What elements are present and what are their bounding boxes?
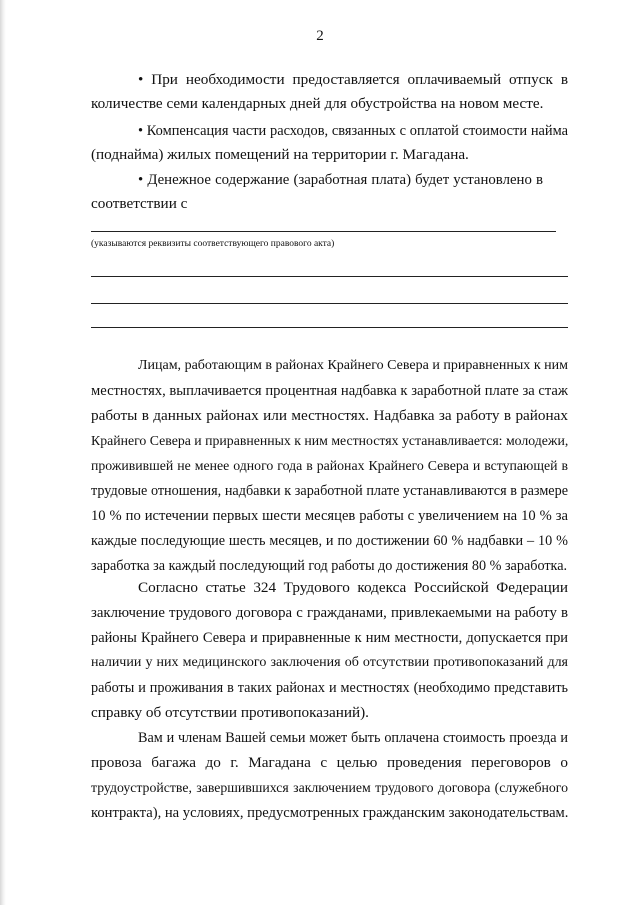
paragraph-travel-compensation-line: провоза багажа до г. Магадана с целью проведения переговоров о — [91, 754, 568, 771]
bullet-housing-line-2: (поднайма) жилых помещений на территории г. Магадана. — [91, 146, 469, 163]
paragraph-labor-code-line: справку об отсутствии противопоказаний). — [91, 704, 369, 721]
blank-fill-line — [91, 303, 568, 304]
bullet-salary-line-1: • Денежное содержание (заработная плата) будет установлено в — [138, 172, 543, 188]
paragraph-northern-allowance-line: трудовые отношения, надбавки к заработной плате устанавливаются в размере — [91, 483, 568, 499]
paragraph-northern-allowance-line: Крайнего Севера и приравненных к ним местностях устанавливается: молодежи, — [91, 433, 569, 448]
legal-act-fill-line — [91, 231, 556, 232]
paragraph-labor-code-line: заключение трудового договора с гражданами, привлекаемыми на работу в — [91, 605, 568, 621]
paragraph-travel-compensation-line: контракта), на условиях, предусмотренных гражданским законодательствам. — [91, 805, 569, 821]
bullet-housing-line-1: • Компенсация части расходов, связанных с оплатой стоимости найма — [138, 123, 568, 139]
page-number: 2 — [316, 28, 324, 44]
scan-edge-shadow — [0, 0, 6, 905]
paragraph-travel-compensation-line: Вам и членам Вашей семьи может быть оплачена стоимость проезда и — [138, 730, 568, 746]
paragraph-labor-code-line: работы и проживания в таких районах и местностях (необходимо представить — [91, 680, 568, 696]
legal-act-caption: (указываются реквизиты соответствующего правового акта) — [91, 239, 335, 249]
paragraph-northern-allowance-line: заработка за каждый последующий год работы до достижения 80 % заработка. — [91, 558, 568, 574]
blank-fill-line — [91, 276, 568, 277]
paragraph-northern-allowance-line: работы в данных районах или местностях. Надбавка за работу в районах — [91, 407, 568, 424]
paragraph-labor-code-line: Согласно статье 324 Трудового кодекса Российской Федерации — [138, 579, 568, 596]
paragraph-northern-allowance-line: проживившей не менее одного года в районах Крайнего Севера и вступающей в — [91, 458, 568, 473]
paragraph-labor-code-line: наличии у них медицинского заключения об отсутствии противопоказаний для — [91, 655, 568, 670]
bullet-salary-line-2: соответствии с — [91, 195, 188, 212]
paragraph-labor-code-line: районы Крайнего Севера и приравненные к ним местности, допускается при — [91, 630, 568, 646]
bullet-vacation-line-1: • При необходимости предоставляется оплачиваемый отпуск в — [138, 71, 568, 88]
paragraph-northern-allowance-line: местностях, выплачивается процентная надбавка к заработной плате за стаж — [91, 383, 568, 399]
paragraph-northern-allowance-line: Лицам, работающим в районах Крайнего Севера и приравненных к ним — [138, 358, 568, 373]
paragraph-travel-compensation-line: трудоустройстве, завершившихся заключением трудового договора (служебного — [91, 780, 568, 795]
blank-fill-line — [91, 327, 568, 328]
bullet-vacation-line-2: количестве семи календарных дней для обустройства на новом месте. — [91, 95, 544, 112]
paragraph-northern-allowance-line: каждые последующие шесть месяцев, и по достижении 60 % надбавки – 10 % — [91, 533, 568, 549]
paragraph-northern-allowance-line: 10 % по истечении первых шести месяцев работы с увеличением на 10 % за — [91, 508, 568, 524]
